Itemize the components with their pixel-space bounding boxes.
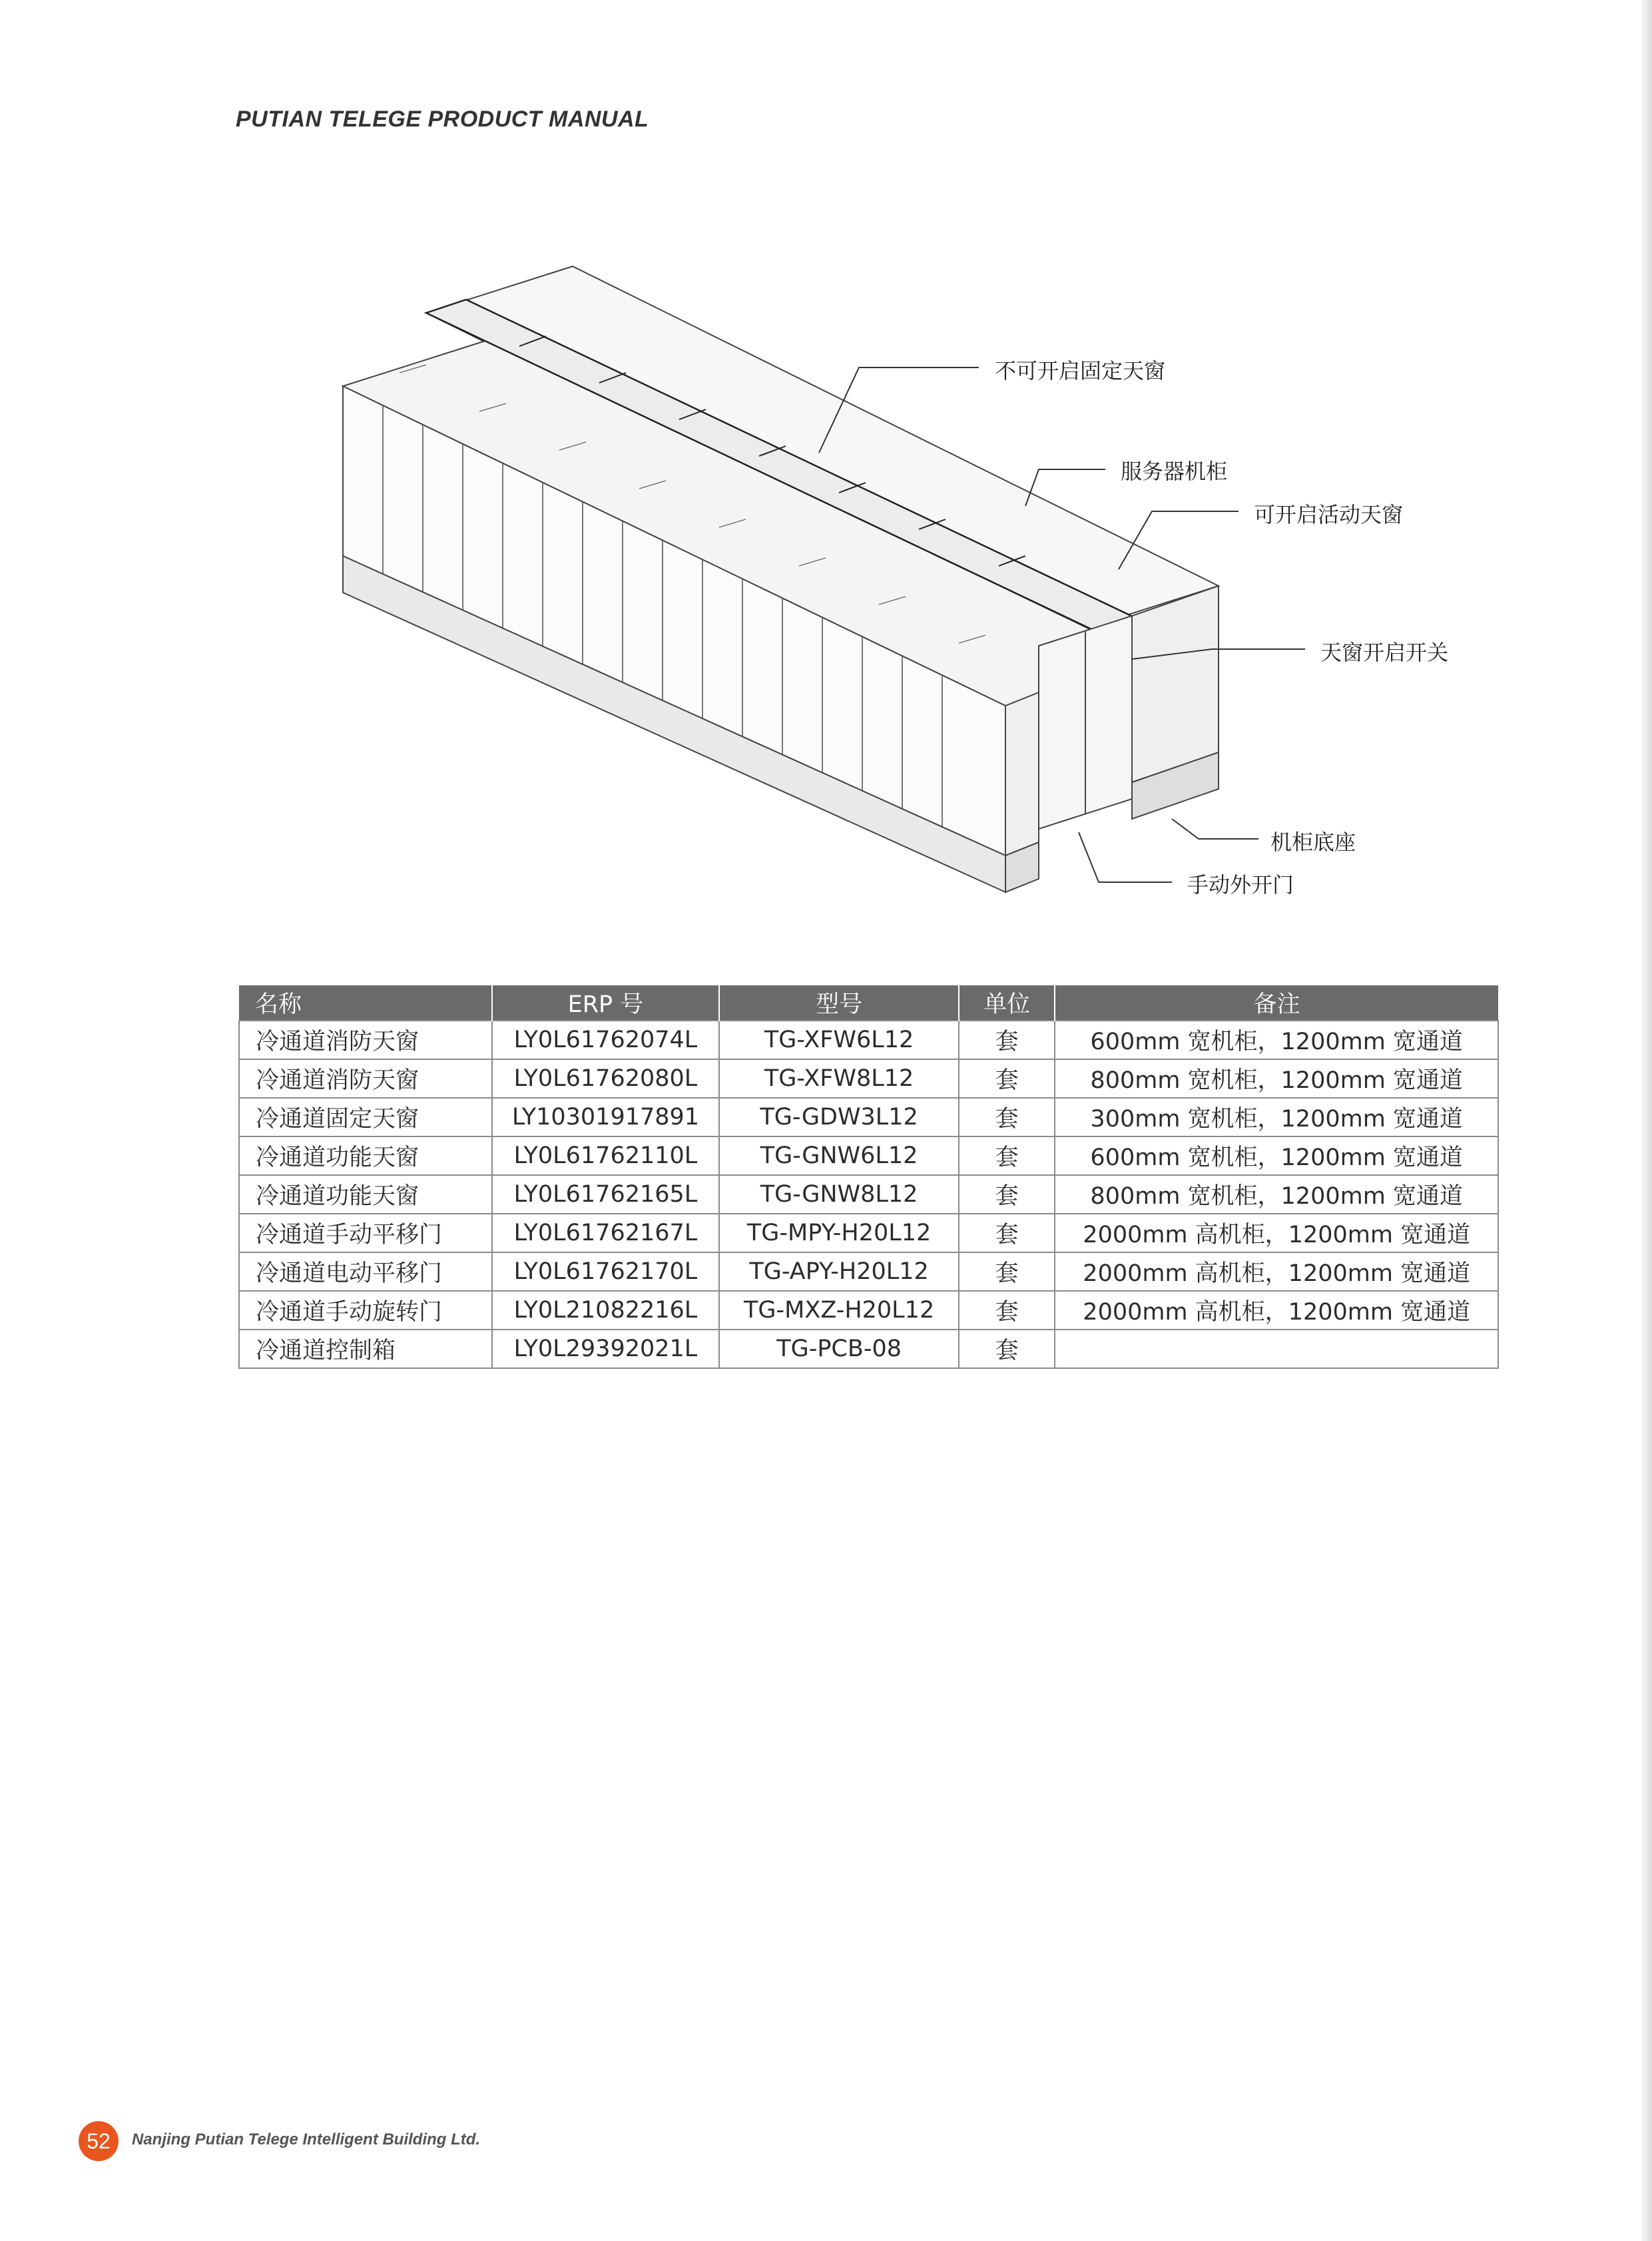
table-row xyxy=(239,1252,1498,1291)
table-row xyxy=(239,1021,1498,1059)
cell-unit: 套 xyxy=(959,1291,1055,1330)
cell-model: TG-MXZ-H20L12 xyxy=(719,1291,959,1330)
cell-name: 冷通道电动平移门 xyxy=(239,1252,492,1291)
callout-manual-door: 手动外开门 xyxy=(1187,873,1294,897)
cell-remark: 800mm 宽机柜，1200mm 宽通道 xyxy=(1055,1059,1498,1098)
cell-name: 冷通道消防天窗 xyxy=(239,1059,492,1098)
cell-erp: LY0L61762165L xyxy=(492,1175,720,1214)
cell-model: TG-APY-H20L12 xyxy=(719,1252,959,1291)
cell-name: 冷通道功能天窗 xyxy=(239,1136,492,1175)
header-remark: 备注 xyxy=(1055,985,1498,1021)
cell-erp: LY0L21082216L xyxy=(492,1291,720,1330)
page-edge-shadow xyxy=(1642,0,1652,2241)
table-row xyxy=(239,1098,1498,1136)
cell-erp: LY0L61762110L xyxy=(492,1136,720,1175)
header-unit: 单位 xyxy=(959,985,1055,1021)
front-row-side xyxy=(1005,692,1039,856)
page-header-title: PUTIAN TELEGE PRODUCT MANUAL xyxy=(236,107,649,132)
cell-erp: LY0L61762170L xyxy=(492,1252,720,1291)
cell-model: TG-XFW6L12 xyxy=(719,1021,959,1059)
cell-erp: LY0L29392021L xyxy=(492,1330,720,1368)
cell-model: TG-GNW6L12 xyxy=(719,1136,959,1175)
cell-name: 冷通道控制箱 xyxy=(239,1330,492,1368)
cell-model: TG-GDW3L12 xyxy=(719,1098,959,1136)
cell-model: TG-MPY-H20L12 xyxy=(719,1214,959,1252)
callout-skylight-switch: 天窗开启开关 xyxy=(1320,640,1449,664)
cell-remark: 600mm 宽机柜，1200mm 宽通道 xyxy=(1055,1136,1498,1175)
cell-remark: 2000mm 高机柜，1200mm 宽通道 xyxy=(1055,1252,1498,1291)
cell-unit: 套 xyxy=(959,1021,1055,1059)
cell-remark: 800mm 宽机柜，1200mm 宽通道 xyxy=(1055,1175,1498,1214)
cell-erp: LY0L61762080L xyxy=(492,1059,720,1098)
cell-erp: LY0L61762074L xyxy=(492,1021,720,1059)
cell-remark: 600mm 宽机柜，1200mm 宽通道 xyxy=(1055,1021,1498,1059)
table-row xyxy=(239,1214,1498,1252)
cell-model: TG-PCB-08 xyxy=(719,1330,959,1368)
cell-name: 冷通道手动平移门 xyxy=(239,1214,492,1252)
callout-openable-skylight: 可开启活动天窗 xyxy=(1254,503,1404,527)
cell-remark: 2000mm 高机柜，1200mm 宽通道 xyxy=(1055,1214,1498,1252)
table-header-row xyxy=(239,985,1498,1021)
cell-erp: LY0L61762167L xyxy=(492,1214,720,1252)
cell-name: 冷通道手动旋转门 xyxy=(239,1291,492,1330)
table-row xyxy=(239,1291,1498,1330)
header-model: 型号 xyxy=(719,985,959,1021)
cell-unit: 套 xyxy=(959,1059,1055,1098)
cell-unit: 套 xyxy=(959,1252,1055,1291)
cell-unit: 套 xyxy=(959,1214,1055,1252)
cell-unit: 套 xyxy=(959,1098,1055,1136)
cell-remark: 2000mm 高机柜，1200mm 宽通道 xyxy=(1055,1291,1498,1330)
cell-model: TG-GNW8L12 xyxy=(719,1175,959,1214)
table-row xyxy=(239,1330,1498,1368)
header-name: 名称 xyxy=(239,985,492,1021)
callout-cabinet-base: 机柜底座 xyxy=(1270,830,1356,854)
product-spec-table xyxy=(238,985,1499,1369)
cell-unit: 套 xyxy=(959,1136,1055,1175)
cell-name: 冷通道消防天窗 xyxy=(239,1021,492,1059)
cell-name: 冷通道固定天窗 xyxy=(239,1098,492,1136)
cell-remark: 300mm 宽机柜，1200mm 宽通道 xyxy=(1055,1098,1498,1136)
footer-company-name: Nanjing Putian Telege Intelligent Building Ltd. xyxy=(132,2130,481,2148)
page-number-badge: 52 xyxy=(79,2121,119,2161)
cell-unit: 套 xyxy=(959,1175,1055,1214)
cell-model: TG-XFW8L12 xyxy=(719,1059,959,1098)
callout-server-cabinet: 服务器机柜 xyxy=(1121,459,1228,483)
header-erp: ERP 号 xyxy=(492,985,720,1021)
cell-remark xyxy=(1055,1330,1498,1368)
callout-fixed-skylight: 不可开启固定天窗 xyxy=(995,359,1166,383)
cell-erp: LY10301917891 xyxy=(492,1098,720,1136)
cell-name: 冷通道功能天窗 xyxy=(239,1175,492,1214)
cell-unit: 套 xyxy=(959,1330,1055,1368)
back-row-end xyxy=(1132,586,1219,782)
table-row xyxy=(239,1059,1498,1098)
table-row xyxy=(239,1136,1498,1175)
table-row xyxy=(239,1175,1498,1214)
